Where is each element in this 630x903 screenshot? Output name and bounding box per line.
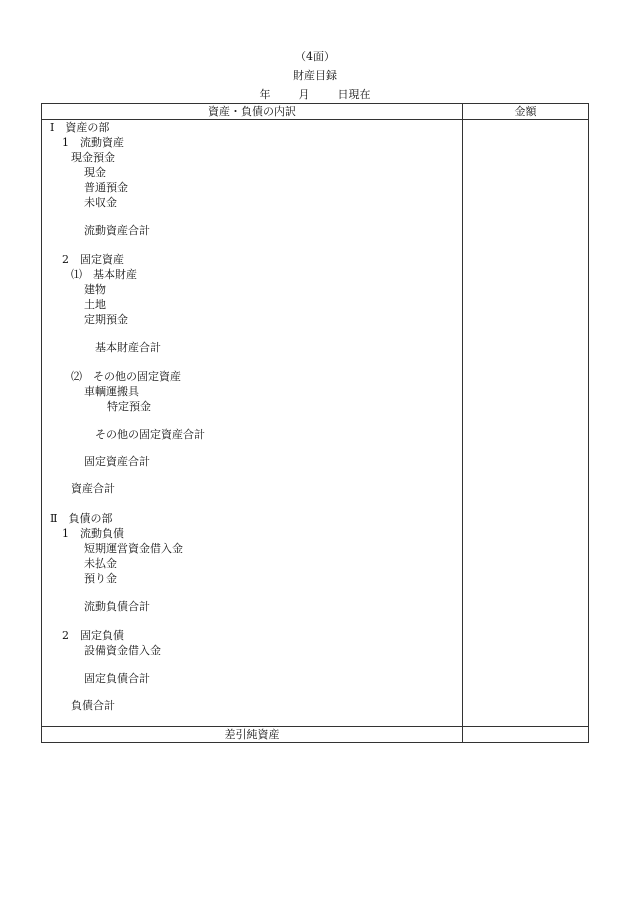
- as-of-date-line: [0, 88, 630, 102]
- net-assets-row: [41, 726, 589, 743]
- item-land: 土地: [84, 298, 106, 311]
- item-deposits-received: 預り金: [84, 572, 117, 585]
- page-number: （4面）: [295, 50, 335, 63]
- section-assets: Ⅰ 資産の部: [50, 121, 110, 134]
- column-divider: [462, 104, 463, 726]
- date-year-label: 年: [259, 88, 271, 101]
- item-short-term-loans: 短期運営資金借入金: [84, 542, 183, 555]
- item-buildings: 建物: [84, 283, 106, 296]
- item-cash: 現金: [84, 166, 106, 179]
- category-current-assets: 1 流動資産: [62, 136, 124, 149]
- date-month-label: 月: [298, 88, 310, 101]
- subtotal-fixed-assets: 固定資産合計: [84, 455, 150, 468]
- total-liabilities: 負債合計: [71, 699, 115, 712]
- item-specific-deposit: 特定預金: [107, 400, 151, 413]
- category-current-liabilities: 1 流動負債: [62, 527, 124, 540]
- subtotal-fixed-liabilities: 固定負債合計: [84, 672, 150, 685]
- item-equipment-loans: 設備資金借入金: [84, 644, 161, 657]
- section-liabilities: Ⅱ 負債の部: [50, 512, 113, 525]
- inventory-table: [41, 103, 589, 727]
- document-title: 財産目録: [293, 69, 337, 82]
- net-assets-label: 差引純資産: [224, 728, 280, 741]
- column-divider: [462, 727, 463, 742]
- item-ordinary-deposit: 普通預金: [84, 181, 128, 194]
- total-assets: 資産合計: [71, 482, 115, 495]
- subcategory-other-fixed-assets: ⑵ その他の固定資産: [71, 370, 181, 383]
- item-accounts-payable: 未払金: [84, 557, 117, 570]
- item-cash-deposits: 現金預金: [71, 151, 115, 164]
- category-fixed-assets: 2 固定資産: [62, 253, 124, 266]
- column-header-description: 資産・負債の内訳: [208, 105, 296, 118]
- subtotal-basic-property: 基本財産合計: [95, 341, 161, 354]
- subtotal-other-fixed-assets: その他の固定資産合計: [95, 428, 205, 441]
- subcategory-basic-property: ⑴ 基本財産: [71, 268, 137, 281]
- date-day-label: 日現在: [337, 88, 371, 101]
- category-fixed-liabilities: 2 固定負債: [62, 629, 124, 642]
- item-vehicles: 車輌運搬具: [84, 385, 139, 398]
- subtotal-current-liabilities: 流動負債合計: [84, 600, 150, 613]
- item-receivables: 未収金: [84, 196, 117, 209]
- header-rule: [42, 119, 588, 120]
- subtotal-current-assets: 流動資産合計: [84, 224, 150, 237]
- column-header-amount: 金額: [514, 105, 537, 118]
- item-time-deposit: 定期預金: [84, 313, 128, 326]
